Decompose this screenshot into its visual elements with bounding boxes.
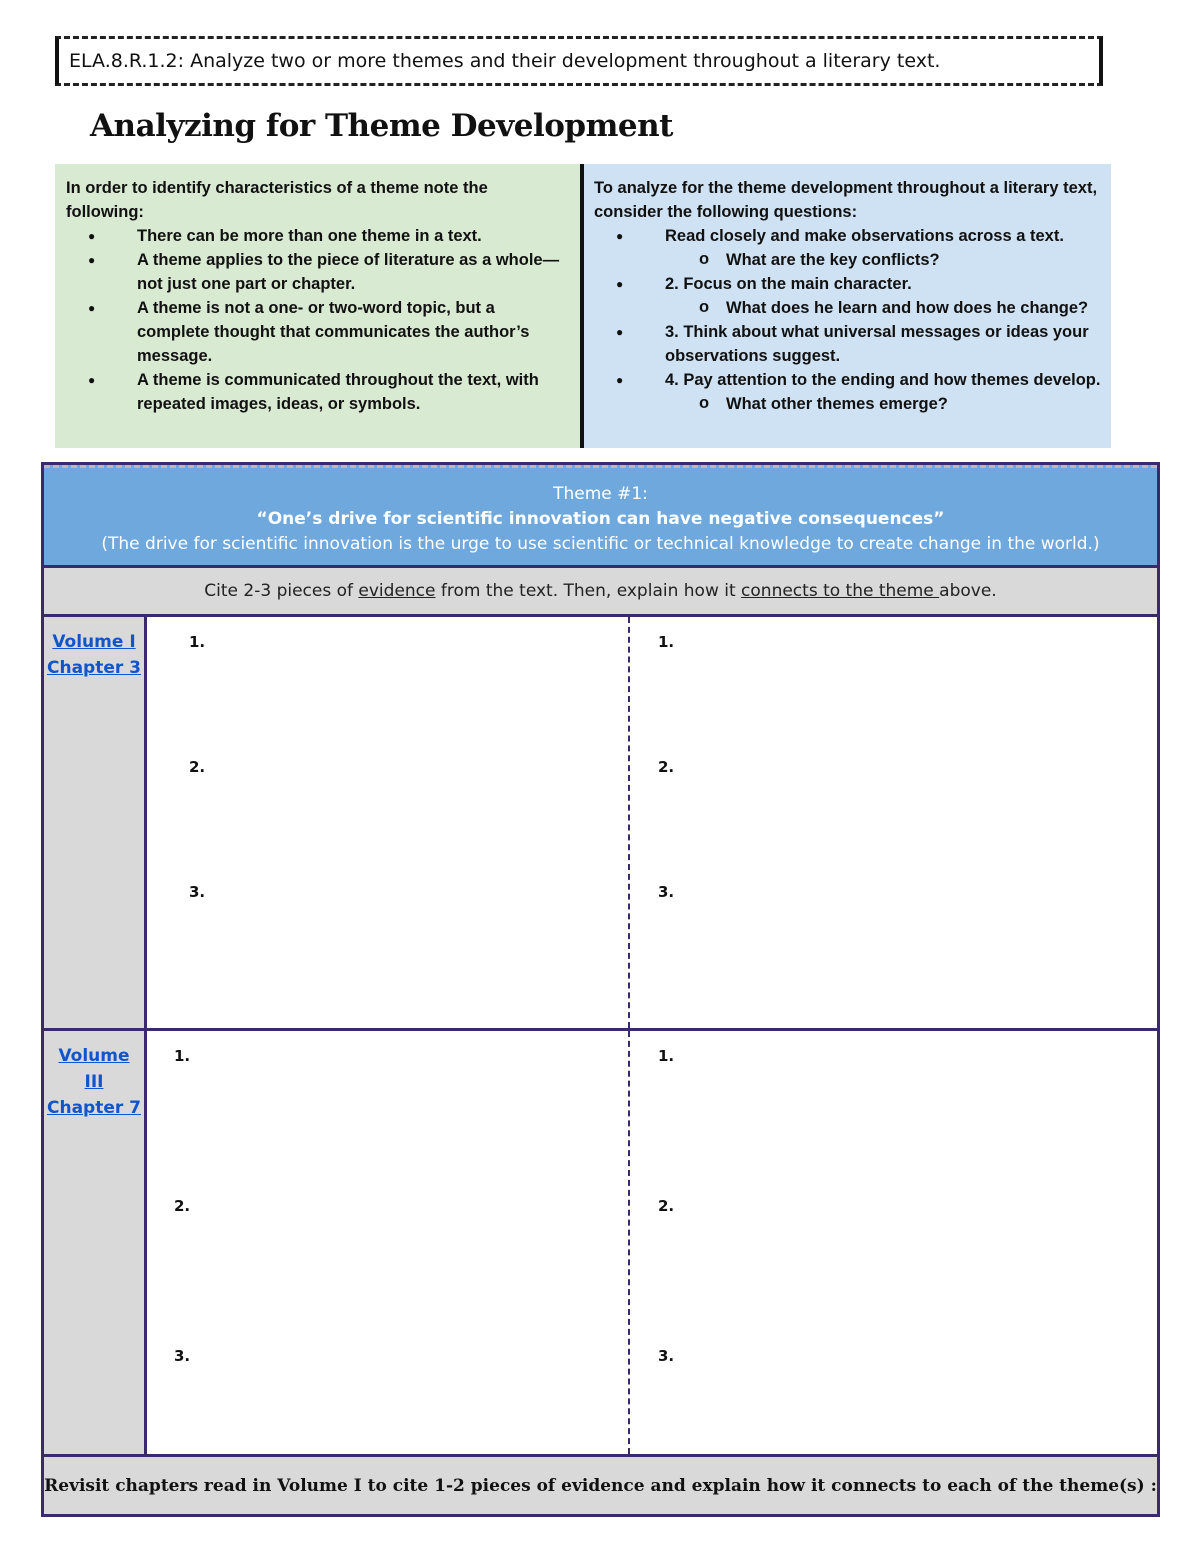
standard-box xyxy=(55,36,1103,86)
theme-heading: Theme #1: xyxy=(553,484,648,504)
theme-worksheet xyxy=(41,462,1160,1517)
evidence-number: 1. xyxy=(174,1047,191,1065)
revisit-text: Revisit chapters read in Volume I to cite 1-2 pieces of evidence and explain how it connects to each of the theme(s) : xyxy=(44,1475,1157,1496)
chapter-cell xyxy=(44,1031,147,1454)
characteristic-item: ● A theme applies to the piece of literature as a whole—not just one part or chapter. xyxy=(66,248,566,296)
explanation-number: 2. xyxy=(658,1197,675,1215)
evidence-number: 2. xyxy=(189,758,206,776)
questions-intro: To analyze for the theme development throughout a literary text, consider the following questions: xyxy=(594,179,1098,221)
chapter-link-line: Volume I xyxy=(52,632,136,652)
standard-text: ELA.8.R.1.2: Analyze two or more themes and their development throughout a literary text. xyxy=(69,50,941,72)
characteristic-item: ● A theme is not a one- or two-word topic, but a complete thought that communicates the author’s message. xyxy=(66,296,566,368)
chapter-link-volume-3-chapter-7[interactable] xyxy=(47,1046,141,1118)
explanation-number: 2. xyxy=(658,758,675,776)
instruction-part: from the text. Then, explain how it xyxy=(435,581,742,601)
evidence-row-volume-3 xyxy=(44,1031,1157,1457)
explanation-number: 1. xyxy=(658,1047,675,1065)
theme-characteristics-panel xyxy=(55,164,580,448)
instruction-part: above. xyxy=(939,581,997,601)
analysis-questions-panel xyxy=(584,164,1111,448)
evidence-number: 3. xyxy=(189,883,206,901)
question-item: ● Read closely and make observations across a text. xyxy=(594,224,1101,248)
question-item: ● 2. Focus on the main character. xyxy=(594,272,1101,296)
evidence-row-volume-1 xyxy=(44,617,1157,1031)
characteristics-intro: In order to identify characteristics of a theme note the following: xyxy=(66,179,488,221)
evidence-cell[interactable] xyxy=(147,1031,630,1454)
theme-quote: “One’s drive for scientific innovation can have negative consequences” xyxy=(256,509,945,529)
explanation-number: 3. xyxy=(658,883,675,901)
question-item: ● 4. Pay attention to the ending and how themes develop. xyxy=(594,368,1101,392)
chapter-cell xyxy=(44,617,147,1028)
evidence-number: 1. xyxy=(189,633,206,651)
explanation-number: 1. xyxy=(658,633,675,651)
chapter-link-line: Chapter 3 xyxy=(46,658,141,678)
question-item: ● 3. Think about what universal messages or ideas your observations suggest. xyxy=(594,320,1101,368)
characteristic-item: ● There can be more than one theme in a text. xyxy=(66,224,566,248)
chapter-link-line: Volume xyxy=(58,1046,130,1066)
chapter-link-line: Chapter 7 xyxy=(46,1098,141,1118)
chapter-link-line: III xyxy=(84,1072,104,1092)
chapter-link-volume-1-chapter-3[interactable] xyxy=(47,632,141,678)
explanation-number: 3. xyxy=(658,1347,675,1365)
instruction-bar xyxy=(44,565,1157,617)
evidence-number: 2. xyxy=(174,1197,191,1215)
instruction-text xyxy=(204,581,996,601)
instruction-evidence: evidence xyxy=(358,581,436,601)
question-subitem: o What does he learn and how does he change? xyxy=(594,296,1101,320)
explanation-cell[interactable] xyxy=(630,617,1157,1028)
evidence-cell[interactable] xyxy=(147,617,630,1028)
evidence-number: 3. xyxy=(174,1347,191,1365)
theme-header xyxy=(44,465,1157,565)
question-subitem: o What are the key conflicts? xyxy=(594,248,1101,272)
explanation-cell[interactable] xyxy=(630,1031,1157,1454)
page-title: Analyzing for Theme Development xyxy=(90,108,673,144)
characteristic-item: ● A theme is communicated throughout the text, with repeated images, ideas, or symbols. xyxy=(66,368,566,416)
instruction-connects: connects to the theme xyxy=(741,581,940,601)
theme-definition: (The drive for scientific innovation is the urge to use scientific or technical knowledge to create change in the world.) xyxy=(101,534,1100,554)
revisit-footer xyxy=(44,1457,1157,1514)
instruction-part: Cite 2-3 pieces of xyxy=(204,581,359,601)
question-subitem: o What other themes emerge? xyxy=(594,392,1101,416)
